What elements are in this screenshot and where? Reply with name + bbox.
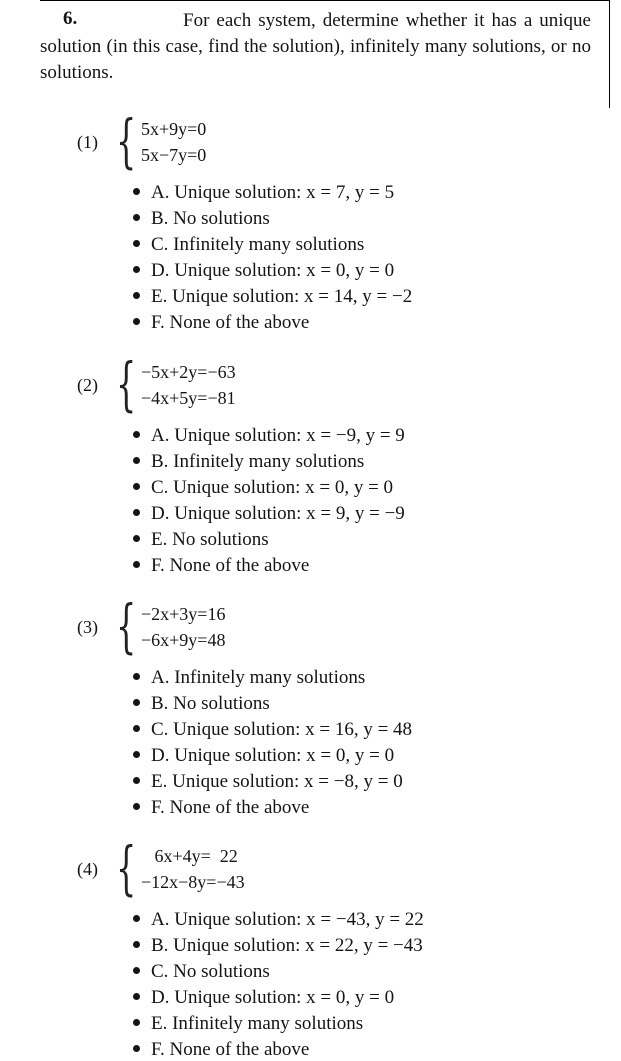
system-1-option-e: E. Unique solution: x = 14, y = −2 bbox=[133, 286, 412, 308]
system-3-equation-2: −6x+9y=48 bbox=[141, 630, 226, 650]
system-3-option-f: F. None of the above bbox=[133, 797, 309, 819]
system-3-option-b: B. No solutions bbox=[133, 693, 270, 715]
system-4-label: (4) bbox=[77, 859, 98, 879]
system-3-option-e: E. Unique solution: x = −8, y = 0 bbox=[133, 771, 403, 793]
system-2-option-f: F. None of the above bbox=[133, 555, 309, 577]
system-3-option-a: A. Infinitely many solutions bbox=[133, 667, 365, 689]
system-1-option-a: A. Unique solution: x = 7, y = 5 bbox=[133, 182, 394, 204]
system-2-option-e: E. No solutions bbox=[133, 529, 269, 551]
problem-instruction bbox=[40, 8, 591, 86]
system-4-option-b: B. Unique solution: x = 22, y = −43 bbox=[133, 935, 423, 957]
system-4-option-e: E. Infinitely many solutions bbox=[133, 1013, 363, 1035]
system-1-option-b: B. No solutions bbox=[133, 208, 270, 230]
system-1-label: (1) bbox=[77, 132, 98, 152]
system-2-option-b: B. Infinitely many solutions bbox=[133, 451, 364, 473]
system-2-equation-1: −5x+2y=−63 bbox=[141, 362, 236, 382]
instruction-text: For each system, determine whether it has a unique solution (in this case, find the solution), infinitely many solutions, or no solutions. bbox=[40, 10, 591, 83]
system-4-option-c: C. No solutions bbox=[133, 961, 270, 983]
system-1-option-f: F. None of the above bbox=[133, 312, 309, 334]
system-3-label: (3) bbox=[77, 617, 98, 637]
system-1-brace: { bbox=[116, 107, 137, 175]
problem-number: 6. bbox=[63, 8, 78, 29]
system-1-equation-1: 5x+9y=0 bbox=[141, 119, 207, 139]
system-2-label: (2) bbox=[77, 375, 98, 395]
right-rule bbox=[609, 0, 610, 108]
top-rule bbox=[40, 0, 610, 1]
system-4-option-f: F. None of the above bbox=[133, 1039, 309, 1061]
system-1-option-c: C. Infinitely many solutions bbox=[133, 234, 364, 256]
system-4-option-d: D. Unique solution: x = 0, y = 0 bbox=[133, 987, 394, 1009]
system-2-brace: { bbox=[116, 350, 137, 418]
system-2-option-a: A. Unique solution: x = −9, y = 9 bbox=[133, 425, 405, 447]
system-3-option-c: C. Unique solution: x = 16, y = 48 bbox=[133, 719, 412, 741]
system-1-option-d: D. Unique solution: x = 0, y = 0 bbox=[133, 260, 394, 282]
system-2-option-c: C. Unique solution: x = 0, y = 0 bbox=[133, 477, 393, 499]
system-4-option-a: A. Unique solution: x = −43, y = 22 bbox=[133, 909, 424, 931]
system-3-brace: { bbox=[116, 592, 137, 660]
system-1-equation-2: 5x−7y=0 bbox=[141, 145, 207, 165]
system-2-equation-2: −4x+5y=−81 bbox=[141, 388, 236, 408]
system-3-option-d: D. Unique solution: x = 0, y = 0 bbox=[133, 745, 394, 767]
system-4-brace: { bbox=[116, 834, 137, 902]
system-4-equation-2: −12x−8y=−43 bbox=[141, 872, 245, 892]
system-4-equation-1: 6x+4y= 22 bbox=[141, 846, 238, 866]
system-2-option-d: D. Unique solution: x = 9, y = −9 bbox=[133, 503, 405, 525]
system-3-equation-1: −2x+3y=16 bbox=[141, 604, 226, 624]
